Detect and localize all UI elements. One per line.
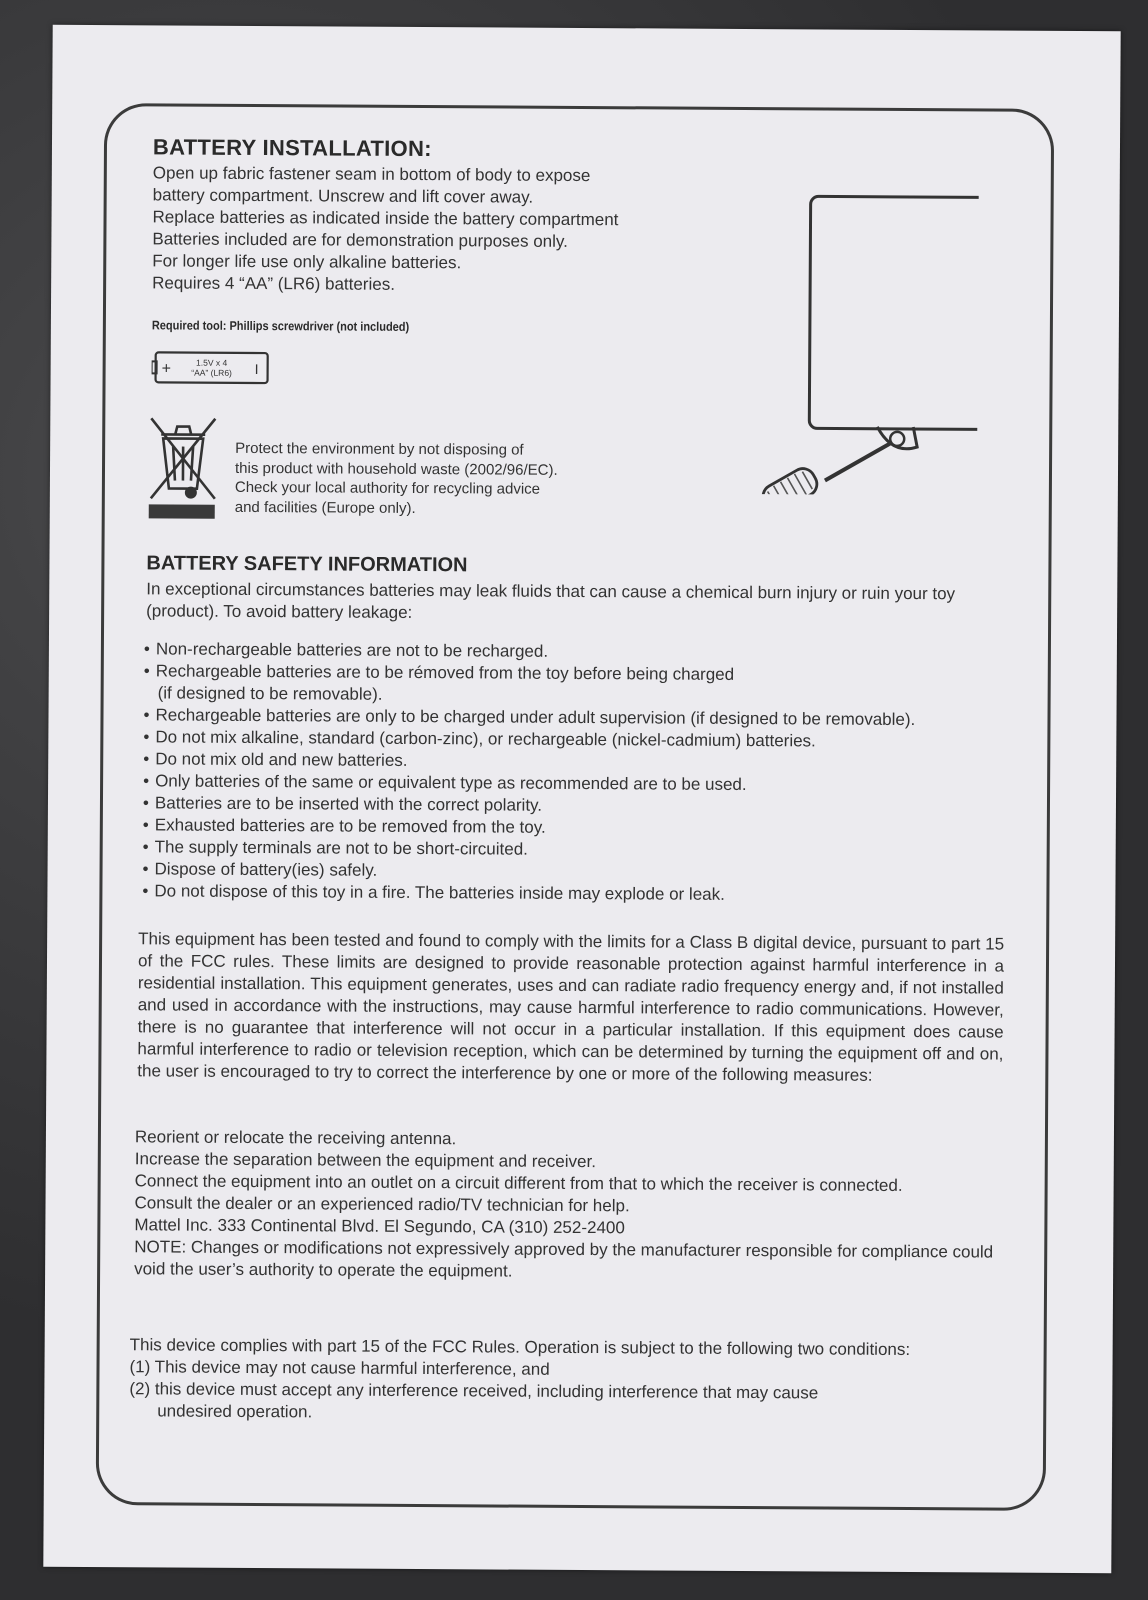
list-item: • Exhausted batteries are to be removed from the toy. xyxy=(143,814,1023,841)
installation-instructions xyxy=(152,162,733,298)
list-item: • Dispose of battery(ies) safely. xyxy=(142,858,1022,885)
list-item: • Rechargeable batteries are to be rémoved from the toy before being charged xyxy=(144,660,1024,687)
compliance-condition-2-continuation: undesired operation. xyxy=(157,1401,313,1422)
installation-title: BATTERY INSTALLATION: xyxy=(152,134,432,162)
list-item: • Do not dispose of this toy in a fire. The batteries inside may explode or leak. xyxy=(142,880,1022,907)
safety-intro: In exceptional circumstances batteries may leak fluids that can cause a chemical burn injury or ruin your toy (product). To avoid battery leakage: xyxy=(146,579,956,622)
battery-spec-voltage: 1.5V x 4 xyxy=(196,357,228,368)
list-item: • Only batteries of the same or equivalent type as recommended are to be used. xyxy=(143,770,1023,797)
fcc-note: NOTE: Changes or modifications not expressively approved by the manufacturer responsible for compliance could void the user’s authority to operate the equipment. xyxy=(134,1237,994,1281)
safety-bullet-list xyxy=(142,638,1024,907)
battery-spec-type: “AA” (LR6) xyxy=(191,367,232,378)
environment-line: and facilities (Europe only). xyxy=(234,498,416,517)
battery-minus-sign: I xyxy=(254,360,259,378)
battery-compartment-screwdriver-illustration xyxy=(717,164,979,496)
list-item: • Non-rechargeable batteries are not to be recharged. xyxy=(144,638,1024,665)
crossed-out-wheelie-bin-icon xyxy=(147,412,220,520)
battery-symbol-icon xyxy=(152,350,270,385)
required-tool-note: Required tool: Phillips screwdriver (not included) xyxy=(151,318,410,334)
fcc-statement: This equipment has been tested and found to comply with the limits for a Class B digital device, pursuant to part 15 of the FCC rules. These limits are designed to provide reasonable protection against harmful interference in a residential installation. This equipment generates, uses and can radiate radio frequency energy and, if not installed and used in accordance with the instructions, may cause harmful interference to radio communications. However, there is no guarantee that interference will not occur in a particular installation. If this equipment does cause harmful interference to radio or television reception, which can be determined by turning the equipment off and on, the user is encouraged to try to correct the interference by one or more of the following measures: xyxy=(137,929,1005,1085)
environment-line: Protect the environment by not disposing of xyxy=(235,439,524,459)
instruction-sheet xyxy=(43,25,1120,1573)
compliance-condition-2: (2) this device must accept any interference received, including interference that may cause xyxy=(129,1379,819,1403)
list-item-continuation: (if designed to be removable). xyxy=(157,683,383,704)
fcc-line: Increase the separation between the equipment and receiver. xyxy=(134,1149,597,1172)
list-item: • Do not mix old and new batteries. xyxy=(143,748,1023,775)
installation-line: Replace batteries as indicated inside the battery compartment xyxy=(152,207,619,230)
compliance-condition-1: (1) This device may not cause harmful interference, and xyxy=(129,1357,550,1379)
installation-line: battery compartment. Unscrew and lift cover away. xyxy=(152,185,534,207)
list-item: • Do not mix alkaline, standard (carbon-zinc), or rechargeable (nickel-cadmium) batteries. xyxy=(143,726,1023,753)
fcc-line: Reorient or relocate the receiving antenna. xyxy=(134,1127,457,1149)
content-frame xyxy=(96,103,1055,1511)
battery-spec xyxy=(184,358,240,378)
fcc-line: Consult the dealer or an experienced radio/TV technician for help. xyxy=(134,1193,630,1216)
list-item: • The supply terminals are not to be short-circuited. xyxy=(143,836,1023,863)
installation-line: Requires 4 “AA” (LR6) batteries. xyxy=(152,273,396,294)
fcc-line: Connect the equipment into an outlet on a circuit different from that to which the receiver is connected. xyxy=(134,1171,903,1195)
environment-line: this product with household waste (2002/96/EC). xyxy=(234,459,558,479)
battery-plus-sign: + xyxy=(161,360,172,378)
manufacturer-address: Mattel Inc. 333 Continental Blvd. El Segundo, CA (310) 252-2400 xyxy=(134,1215,625,1238)
list-item: • Rechargeable batteries are only to be charged under adult supervision (if designed to be removable). xyxy=(143,704,1023,731)
screwdriver-icon xyxy=(759,442,892,495)
list-item: • Batteries are to be inserted with the correct polarity. xyxy=(143,792,1023,819)
environment-line: Check your local authority for recycling advice xyxy=(234,478,541,498)
environment-notice xyxy=(235,439,655,520)
compartment-cover-shape xyxy=(809,196,979,429)
compliance-intro: This device complies with part 15 of the FCC Rules. Operation is subject to the following two conditions: xyxy=(129,1335,911,1360)
installation-line: Open up fabric fastener seam in bottom of body to expose xyxy=(152,163,591,186)
screw-icon xyxy=(890,432,904,446)
safety-title: BATTERY SAFETY INFORMATION xyxy=(146,552,468,577)
fcc-measures xyxy=(134,1126,1015,1285)
installation-line: For longer life use only alkaline batteries. xyxy=(152,251,462,273)
compliance-statement xyxy=(129,1334,1010,1427)
installation-line: Batteries included are for demonstration purposes only. xyxy=(152,229,568,251)
